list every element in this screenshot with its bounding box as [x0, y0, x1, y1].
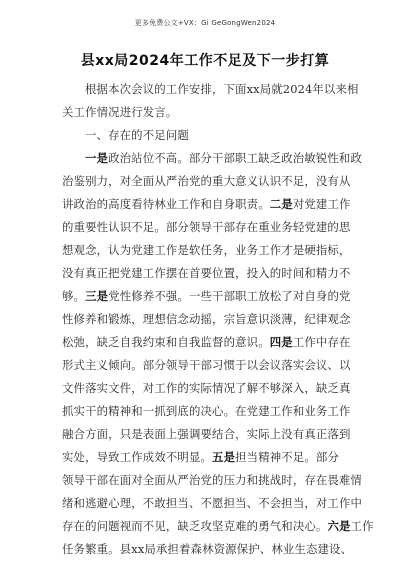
- body-line: [62, 469, 363, 492]
- body-text: 担当精神不足。部分: [235, 450, 339, 464]
- body-text: 根据本次会议的工作安排，下面xx局就2024年以来相: [85, 82, 359, 96]
- emphasis-text: 三是: [85, 289, 109, 303]
- body-line: [62, 262, 350, 285]
- body-line: [62, 170, 350, 193]
- body-text: 绪和逃避心理，不敢担当、不愿担当、不会担当，对工作中: [62, 496, 363, 510]
- body-text: 够。: [62, 289, 86, 303]
- body-line: [62, 147, 362, 170]
- body-text: 讲政治的高度看待林业工作和自身职责。: [62, 197, 270, 211]
- body-text: 政治站位不高。部分干部职工缺乏政治敏锐性和政: [108, 151, 362, 165]
- body-line: [62, 446, 350, 469]
- body-text: 工作: [350, 519, 374, 533]
- emphasis-text: 一是: [85, 151, 109, 165]
- body-line: [62, 492, 363, 515]
- document-body: [62, 78, 374, 561]
- body-line: [62, 331, 350, 354]
- body-text: 性修养和锻炼，理想信念动摇，宗旨意识淡薄，纪律观念: [62, 312, 351, 326]
- body-line: [62, 193, 350, 216]
- body-text: 抓实干的精神和一抓到底的决心。在党建工作和业务工作: [62, 404, 351, 418]
- body-line: [62, 377, 350, 400]
- body-text: 对党建工作: [292, 197, 351, 211]
- body-text: 任务繁重。县xx局承担着森林资源保护、林业生态建设、: [62, 542, 353, 556]
- body-text: 想观念，认为党建工作是软任务，业务工作才是硬指标，: [62, 243, 351, 257]
- body-line: [62, 308, 350, 331]
- header-note: 更多免费公文+VX：Gi GeGongWen2024: [134, 19, 276, 27]
- body-line: [62, 423, 350, 446]
- body-text: 一、存在的不足问题: [85, 128, 189, 142]
- body-line: [62, 538, 353, 561]
- body-line: [62, 101, 350, 124]
- emphasis-text: 五是: [212, 450, 236, 464]
- document-title: 县xx局2024年工作不足及下一步打算: [80, 53, 330, 69]
- body-line: [62, 354, 350, 377]
- emphasis-text: 二是: [269, 197, 293, 211]
- body-line: [62, 78, 359, 101]
- emphasis-text: 六是: [327, 519, 351, 533]
- body-text: 的重要性认识不足。部分领导干部存在重业务轻党建的思: [62, 220, 351, 234]
- emphasis-text: 四是: [269, 335, 293, 349]
- body-text: 党性修养不强。一些干部职工放松了对自身的党: [108, 289, 351, 303]
- body-text: 没有真正把党建工作摆在首要位置，投入的时间和精力不: [62, 266, 351, 280]
- body-text: 文件落实文件，对工作的实际情况了解不够深入，缺乏真: [62, 381, 351, 395]
- body-line: [62, 239, 350, 262]
- body-text: 融合方面，只是表面上强调要结合，实际上没有真正落到: [62, 427, 351, 441]
- body-text: 松弛，缺乏自我约束和自我监督的意识。: [62, 335, 270, 349]
- body-text: 工作中存在: [292, 335, 351, 349]
- body-text: 存在的问题视而不见，缺乏攻坚克难的勇气和决心。: [62, 519, 328, 533]
- body-line: [62, 400, 350, 423]
- body-text: 实处，导致工作成效不明显。: [62, 450, 213, 464]
- body-text: 领导干部在面对全面从严治党的压力和挑战时，存在畏难情: [62, 473, 363, 487]
- body-text: 治鉴别力，对全面从严治党的重大意义认识不足，没有从: [62, 174, 351, 188]
- body-line: [62, 124, 350, 147]
- body-line: [62, 216, 350, 239]
- body-text: 关工作情况进行发言。: [62, 105, 178, 119]
- body-text: 形式主义倾向。部分领导干部习惯于以会议落实会议、以: [62, 358, 351, 372]
- body-line: [62, 285, 350, 308]
- body-line: [62, 515, 374, 538]
